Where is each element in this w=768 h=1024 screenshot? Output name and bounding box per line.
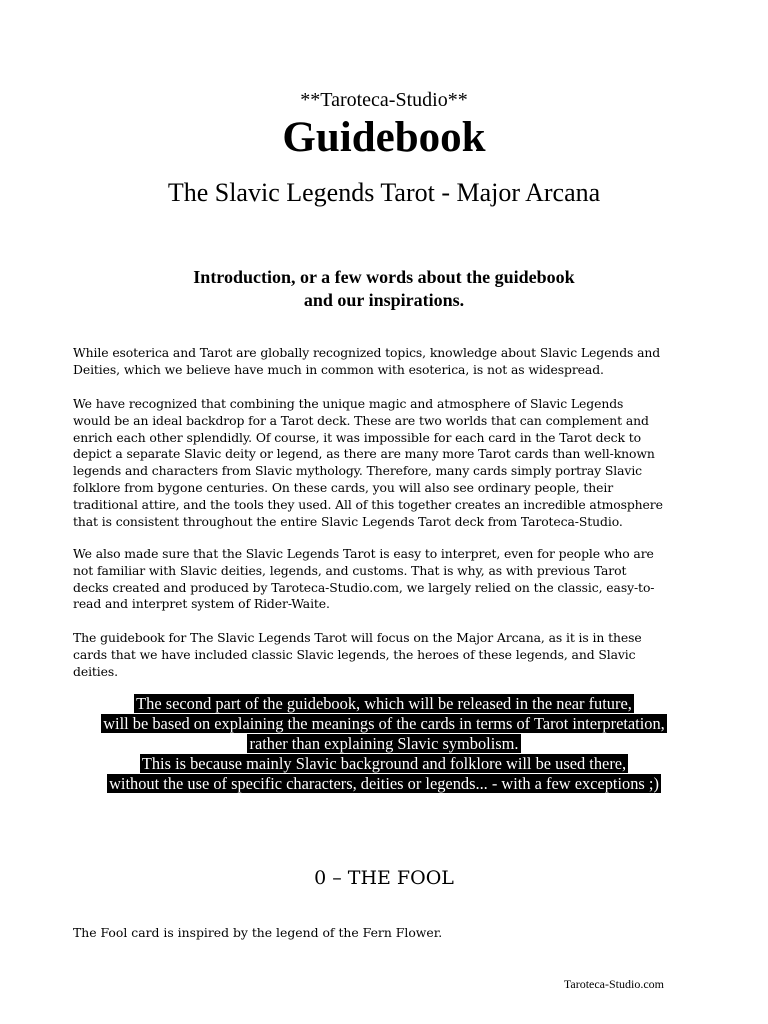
text-line: depict a separate Slavic deity or legend, as there are many more Tarot cards than well-known	[73, 446, 655, 462]
text-line: decks created and produced by Taroteca-Studio.com, we largely relied on the classic, easy-to-	[73, 579, 655, 595]
text-line: not familiar with Slavic deities, legends, and customs. That is why, as with previous Tarot	[73, 562, 627, 578]
text-line: cards that we have included classic Slavic legends, the heroes of these legends, and Slavic	[73, 646, 636, 662]
text-line: While esoterica and Tarot are globally recognized topics, knowledge about Slavic Legends and	[73, 345, 661, 360]
text-line: Deities, which we believe have much in common with esoterica, is not as widespread.	[73, 361, 604, 377]
text-line: read and interpret system of Rider-Waite.	[73, 596, 330, 612]
paragraph	[73, 546, 713, 613]
intro-heading	[0, 266, 768, 312]
section-heading-fool: 0 – THE FOOL	[314, 867, 454, 889]
text-line: would be an ideal backdrop for a Tarot deck. These are two worlds that can complement and	[73, 412, 649, 428]
highlight-line: will be based on explaining the meanings of the cards in terms of Tarot interpretation,	[103, 714, 665, 733]
page-subtitle: The Slavic Legends Tarot - Major Arcana	[167, 178, 601, 207]
page-title: Guidebook	[282, 114, 486, 161]
text-line: folklore from bygone centuries. On these cards, you will also see ordinary people, their	[73, 479, 614, 495]
highlighted-note	[0, 694, 768, 794]
intro-heading-line: Introduction, or a few words about the guidebook	[193, 267, 575, 287]
footer-site: Taroteca-Studio.com	[563, 977, 664, 991]
text-line: We have recognized that combining the unique magic and atmosphere of Slavic Legends	[73, 396, 624, 411]
text-line: traditional attire, and the tools they used. All of this together creates an incredible atmosphere	[73, 496, 663, 512]
text-line: legends and characters from Slavic mythology. Therefore, many cards simply portray Slavic	[73, 463, 643, 479]
text-line: The guidebook for The Slavic Legends Tarot will focus on the Major Arcana, as it is in these	[73, 630, 642, 645]
highlight-line: This is because mainly Slavic background and folklore will be used there,	[141, 754, 627, 773]
highlight-line: without the use of specific characters, deities or legends... - with a few exceptions ;)	[109, 774, 659, 793]
paragraph	[73, 345, 713, 379]
text-line: enrich each other splendidly. Of course, it was impossible for each card in the Tarot deck to	[73, 429, 642, 445]
text-line: that is consistent throughout the entire Slavic Legends Tarot deck from Taroteca-Studio.	[73, 513, 623, 529]
text-line: deities.	[73, 663, 118, 679]
highlight-line: rather than explaining Slavic symbolism.	[249, 734, 519, 753]
highlight-line: The second part of the guidebook, which will be released in the near future,	[136, 694, 632, 713]
paragraph	[73, 630, 713, 680]
paragraph	[73, 396, 713, 530]
studio-name: **Taroteca-Studio**	[300, 89, 468, 111]
fool-intro-text: The Fool card is inspired by the legend of the Fern Flower.	[73, 925, 443, 940]
text-line: We also made sure that the Slavic Legends Tarot is easy to interpret, even for people who are	[73, 546, 654, 561]
intro-heading-line: and our inspirations.	[303, 290, 465, 310]
